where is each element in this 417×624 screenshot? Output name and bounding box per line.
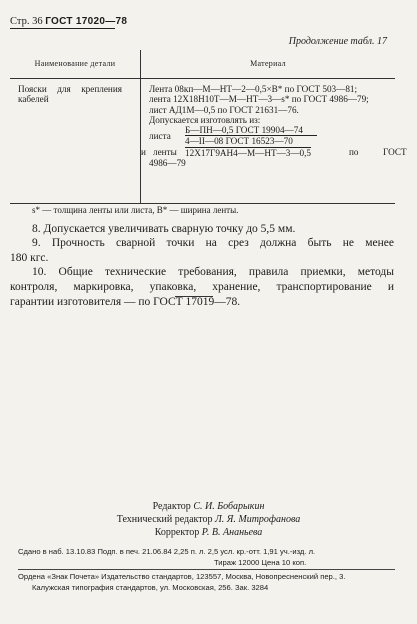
tape-gost: ГОСТ <box>383 147 407 158</box>
material-line: лист АД1М—0,5 по ГОСТ 21631—76. <box>149 104 299 115</box>
end-separator <box>175 296 213 297</box>
print-line: Сдано в наб. 13.10.83 Подп. в печ. 21.06.84 2,25 п. л. 2,5 усл. кр.-отт. 1,91 уч.-изд. л. <box>18 547 316 556</box>
tape-po: по <box>349 147 359 158</box>
table-continuation-label: Продолжение табл. 17 <box>288 36 387 47</box>
table-header-row <box>10 50 395 79</box>
paragraph-8 <box>10 222 394 237</box>
publisher-info <box>18 571 395 593</box>
material-line: Допускается изготовлять из: <box>149 114 261 125</box>
gost-label: ГОСТ 17020—78 <box>45 16 128 27</box>
header-rule <box>10 28 115 29</box>
material-line: лента 12Х18Н10Т—М—НТ—3—s* по ГОСТ 4986—79; <box>149 94 369 105</box>
paragraph-8-text: 8. Допускается увеличивать сварную точку до 5,5 мм. <box>32 223 296 235</box>
sheet-fraction <box>149 125 393 147</box>
page-header <box>10 16 127 27</box>
editor-name: С. И. Бобарыкин <box>193 501 265 512</box>
page-number: Стр. 36 <box>10 16 43 27</box>
tape-word: ленты <box>153 147 177 158</box>
tech-editor-name: Л. Я. Митрофанова <box>215 514 301 525</box>
tape-line <box>141 147 407 159</box>
publisher-line: Ордена «Знак Почета» Издательство стандартов, 123557, Москва, Новопресненский пер., 3. <box>18 572 346 581</box>
paragraph-10-line: контроля, маркировка, упаковка, хранение, транспортирование и <box>10 281 394 293</box>
credits <box>0 500 417 539</box>
materials-table <box>10 50 407 204</box>
paragraph-9-line: 180 кгс. <box>10 252 49 264</box>
print-details <box>18 546 395 568</box>
footnote: s* — толщина ленты или листа, B* — ширина ленты. <box>32 205 239 215</box>
paragraph-9 <box>10 236 394 266</box>
paragraph-10-line: гарантии изготовителя — по ГОСТ 17019—78. <box>10 296 241 308</box>
paragraph-10 <box>10 265 394 310</box>
sheet-denominator: 4—II—08 ГОСТ 16523—70 <box>185 136 293 147</box>
part-name-cell <box>10 79 141 204</box>
print-line: Тираж 12000 Цена 10 коп. <box>214 558 307 567</box>
paragraph-10-line: 10. Общие технические требования, правила приемки, методы <box>32 266 394 278</box>
column-header-material: Материал <box>141 50 396 79</box>
credit-editor <box>0 500 417 513</box>
part-name: Пояски для крепления кабелей <box>18 84 122 105</box>
paragraph-9-line: 9. Прочность сварной точки на срез должна быть не менее <box>32 237 394 249</box>
corrector-name: Р. В. Ананьева <box>201 527 263 538</box>
tape-year: 4986—79 <box>149 158 186 169</box>
tech-editor-role: Технический редактор <box>116 514 213 525</box>
material-cell <box>141 79 407 204</box>
imprint-rule <box>18 569 395 570</box>
sheet-numerator: Б—ПН—0,5 ГОСТ 19904—74 <box>185 125 317 136</box>
credit-corrector <box>0 526 417 539</box>
editor-role: Редактор <box>152 501 191 512</box>
credit-tech-editor <box>0 513 417 526</box>
column-header-part: Наименование детали <box>10 50 141 79</box>
sheet-word: листа <box>149 131 171 142</box>
and-word: и <box>141 147 146 158</box>
printer-line: Калужская типография стандартов, ул. Московская, 256. Зак. 3284 <box>32 583 269 592</box>
table-row <box>10 79 395 204</box>
material-line: Лента 08кп—М—НТ—2—0,5×B* по ГОСТ 503—81; <box>149 84 358 94</box>
tape-spec: 12Х17Г9АН4—М—НТ—3—0,5 <box>185 148 312 159</box>
corrector-role: Корректор <box>154 527 200 538</box>
